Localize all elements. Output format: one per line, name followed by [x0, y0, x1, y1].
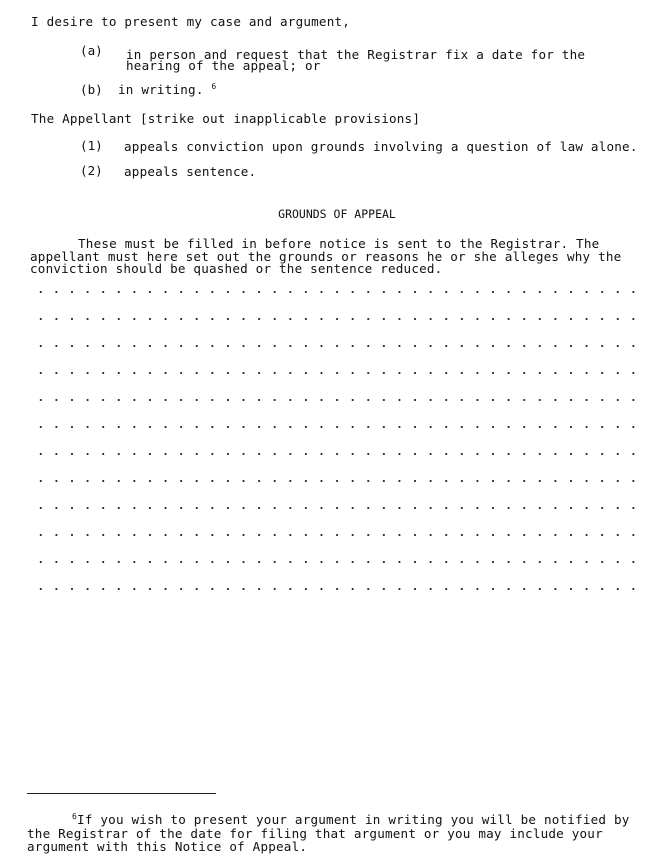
grounds-heading: GROUNDS OF APPEAL	[278, 207, 396, 221]
option-1-label: (1)	[80, 138, 103, 153]
footnote-line3: argument with this Notice of Appeal.	[27, 839, 308, 854]
option-2-label: (2)	[80, 163, 103, 178]
footnote-line2: the Registrar of the date for filing that argument or you may include your	[27, 826, 603, 841]
presentation-intro: I desire to present my case and argument,	[31, 14, 351, 29]
fill-in-dotted-line[interactable]	[33, 398, 638, 402]
footnote-reference: 6	[211, 81, 217, 91]
option-1-text: appeals conviction upon grounds involving a question of law alone.	[124, 139, 638, 154]
fill-in-dotted-line[interactable]	[33, 479, 638, 483]
grounds-instruction-line2: appellant must here set out the grounds or reasons he or she alleges why the	[30, 249, 622, 264]
footnote-line1	[72, 812, 630, 827]
fill-in-dotted-line[interactable]	[33, 506, 638, 510]
option-2-text: appeals sentence.	[124, 164, 257, 179]
appellant-intro: The Appellant [strike out inapplicable provisions]	[31, 111, 421, 126]
footnote-separator	[27, 793, 216, 794]
footnote-line1-text: If you wish to present your argument in writing you will be notified by	[77, 812, 630, 827]
option-b-label: (b)	[80, 82, 103, 97]
fill-in-dotted-line[interactable]	[33, 425, 638, 429]
fill-in-dotted-line[interactable]	[33, 290, 638, 294]
option-b-label-text: in writing.	[118, 82, 204, 97]
option-a-line1: in person and request that the Registrar fix a date for the	[126, 47, 586, 62]
option-a-label: (a)	[80, 43, 103, 58]
grounds-instruction-line3: conviction should be quashed or the sentence reduced.	[30, 261, 443, 276]
fill-in-dotted-line[interactable]	[33, 317, 638, 321]
fill-in-dotted-line[interactable]	[33, 344, 638, 348]
grounds-instruction-line1: These must be filled in before notice is sent to the Registrar. The	[78, 236, 600, 251]
fill-in-dotted-line[interactable]	[33, 371, 638, 375]
option-a-line2: hearing of the appeal; or	[126, 58, 321, 73]
footnote-number: 6	[72, 811, 78, 821]
fill-in-dotted-line[interactable]	[33, 452, 638, 456]
fill-in-dotted-line[interactable]	[33, 560, 638, 564]
option-b-text	[118, 82, 216, 97]
fill-in-dotted-line[interactable]	[33, 533, 638, 537]
fill-in-dotted-line[interactable]	[33, 587, 638, 591]
